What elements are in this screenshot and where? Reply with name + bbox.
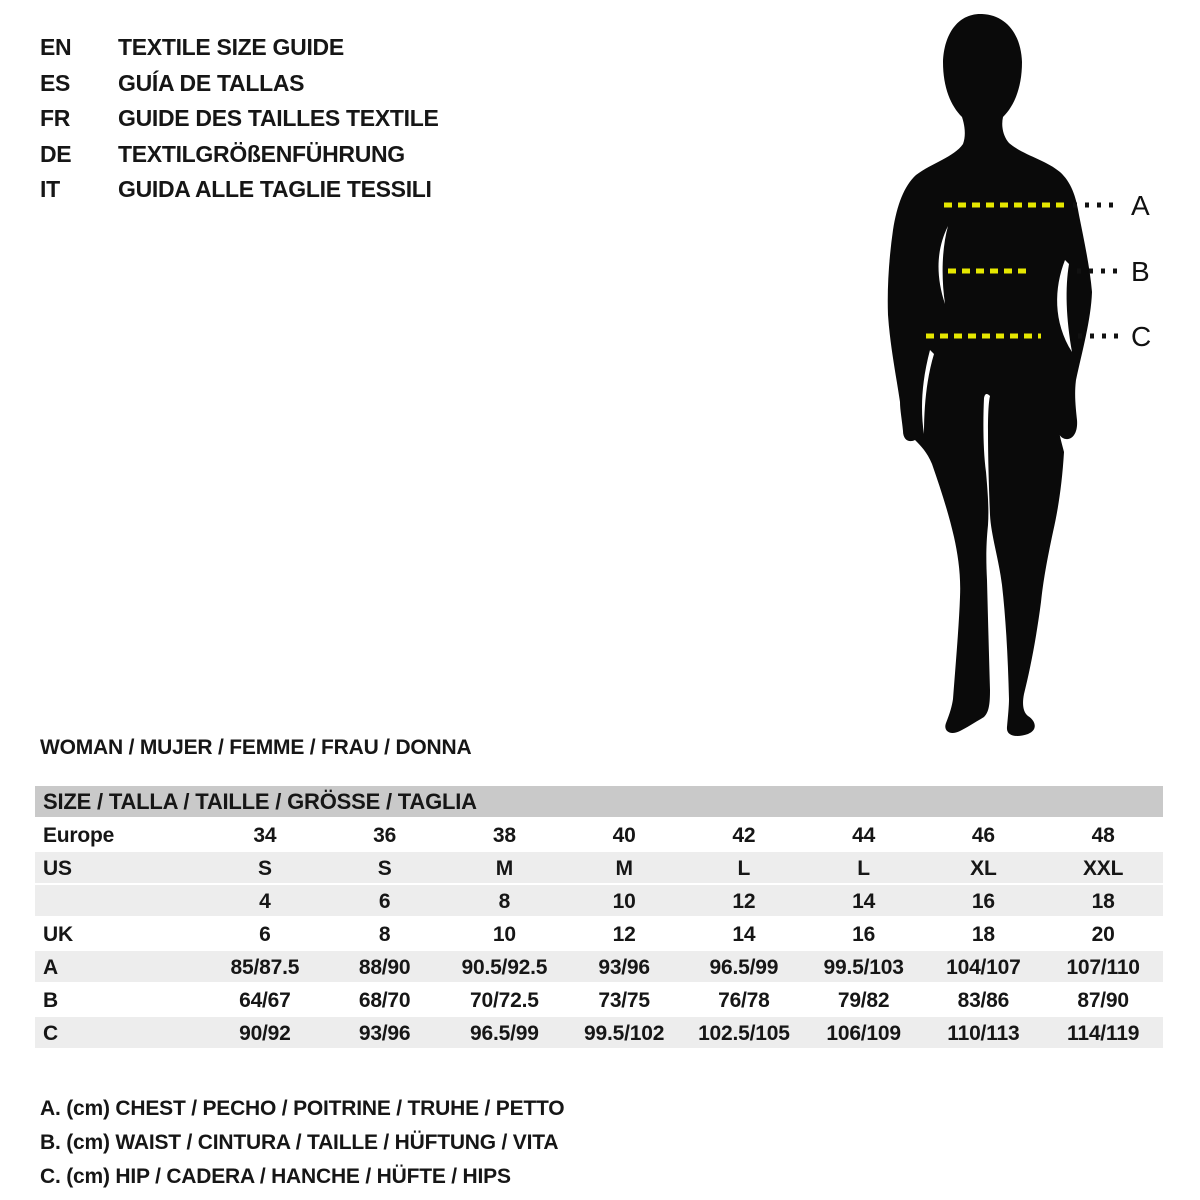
row-label: C <box>43 1022 58 1045</box>
row-cell: 102.5/105 <box>698 1022 790 1045</box>
language-code: FR <box>40 105 71 132</box>
row-cell: 85/87.5 <box>230 956 300 979</box>
row-cell: S <box>377 857 392 880</box>
row-cell: 96.5/99 <box>709 956 779 979</box>
row-cell: 83/86 <box>957 989 1010 1012</box>
row-cell: XL <box>970 857 997 880</box>
row-cell: 96.5/99 <box>470 1022 539 1045</box>
row-cell: 12 <box>732 890 756 913</box>
row-cell: 14 <box>852 890 876 913</box>
row-label: A <box>43 956 58 979</box>
row-cell: 12 <box>612 923 636 946</box>
legend-line: B. (cm) WAIST / CINTURA / TAILLE / HÜFTUNG / VITA <box>40 1131 559 1154</box>
language-title: GUÍA DE TALLAS <box>118 69 305 96</box>
row-cell: 6 <box>378 890 391 913</box>
hip-label: C <box>1131 321 1152 352</box>
row-label: US <box>43 857 72 880</box>
row-cell: 93/96 <box>358 1022 411 1045</box>
language-row <box>40 30 439 66</box>
row-cell: 107/110 <box>1066 956 1140 979</box>
row-label: UK <box>43 923 73 946</box>
row-cell: 36 <box>373 824 397 847</box>
row-cell: 93/96 <box>598 956 650 979</box>
row-cell: 99.5/103 <box>823 956 904 979</box>
row-cell: 18 <box>971 923 995 946</box>
row-label <box>35 885 205 916</box>
table-row <box>35 916 1163 949</box>
waist-label: B <box>1131 256 1150 287</box>
row-cell: 99.5/102 <box>584 1022 665 1045</box>
table-row <box>35 817 1163 850</box>
row-cell: 68/70 <box>358 989 411 1012</box>
table-row <box>35 850 1163 883</box>
row-cell: 70/72.5 <box>470 989 539 1012</box>
language-row <box>40 137 439 173</box>
row-cell: M <box>615 857 633 880</box>
row-cell: 104/107 <box>946 956 1021 979</box>
row-cell: 40 <box>612 824 636 847</box>
language-code: IT <box>40 176 60 203</box>
row-cell: 20 <box>1091 923 1115 946</box>
language-title: GUIDE DES TAILLES TEXTILE <box>118 105 439 132</box>
row-cell: 106/109 <box>826 1022 901 1045</box>
chest-label: A <box>1131 190 1150 221</box>
table-row <box>35 982 1163 1015</box>
row-cell: 6 <box>259 923 271 946</box>
language-row <box>40 66 439 102</box>
row-cell: 76/78 <box>718 989 770 1012</box>
row-cell: L <box>857 857 870 880</box>
row-cell: 114/119 <box>1067 1022 1140 1045</box>
section-title: WOMAN / MUJER / FEMME / FRAU / DONNA <box>40 736 472 759</box>
table-body <box>35 817 1163 1048</box>
measurement-figure <box>860 0 1200 740</box>
language-code: ES <box>40 69 71 96</box>
row-cell: 90.5/92.5 <box>461 956 548 979</box>
row-cell: 87/90 <box>1077 989 1129 1012</box>
row-cell: 88/90 <box>358 956 411 979</box>
table-row <box>35 1015 1163 1048</box>
row-label: Europe <box>43 824 115 847</box>
row-cell: S <box>257 857 272 880</box>
row-cell: L <box>737 857 751 880</box>
row-cell: 8 <box>378 923 391 946</box>
row-cell: 46 <box>971 824 995 847</box>
row-cell: 4 <box>259 890 271 913</box>
measurement-legend <box>40 1092 564 1194</box>
language-list <box>40 30 439 208</box>
row-cell: 90/92 <box>239 1022 291 1045</box>
row-cell: 64/67 <box>239 989 291 1012</box>
language-title: TEXTILGRÖßENFÜHRUNG <box>118 140 405 167</box>
row-cell: 79/82 <box>837 989 890 1012</box>
legend-line: A. (cm) CHEST / PECHO / POITRINE / TRUHE / PETTO <box>40 1097 565 1120</box>
table-row <box>35 883 1163 916</box>
language-code: EN <box>40 34 72 61</box>
row-cell: 14 <box>732 923 756 946</box>
row-cell: 38 <box>492 824 516 847</box>
row-cell: 42 <box>732 824 756 847</box>
table-row <box>35 949 1163 982</box>
row-cell: M <box>495 857 514 880</box>
row-cell: 110/113 <box>947 1022 1020 1045</box>
row-cell: 18 <box>1091 890 1115 913</box>
woman-silhouette <box>888 14 1092 736</box>
language-row <box>40 101 439 137</box>
language-code: DE <box>40 140 72 167</box>
size-table <box>35 786 1163 1048</box>
legend-line: C. (cm) HIP / CADERA / HANCHE / HÜFTE / HIPS <box>40 1165 511 1188</box>
row-cell: 34 <box>253 824 277 847</box>
row-label: B <box>43 989 58 1012</box>
row-cell: 73/75 <box>598 989 650 1012</box>
language-row <box>40 172 439 208</box>
row-cell: 16 <box>971 890 995 913</box>
language-title: TEXTILE SIZE GUIDE <box>118 34 344 61</box>
row-cell: 10 <box>612 890 636 913</box>
row-cell: XXL <box>1083 857 1124 880</box>
table-header: SIZE / TALLA / TAILLE / GRÖSSE / TAGLIA <box>35 786 1163 817</box>
row-cell: 16 <box>852 923 876 946</box>
row-cell: 8 <box>498 890 511 913</box>
row-cell: 48 <box>1091 824 1115 847</box>
row-cell: 10 <box>492 923 516 946</box>
row-cell: 44 <box>852 824 876 847</box>
language-title: GUIDA ALLE TAGLIE TESSILI <box>118 176 432 203</box>
